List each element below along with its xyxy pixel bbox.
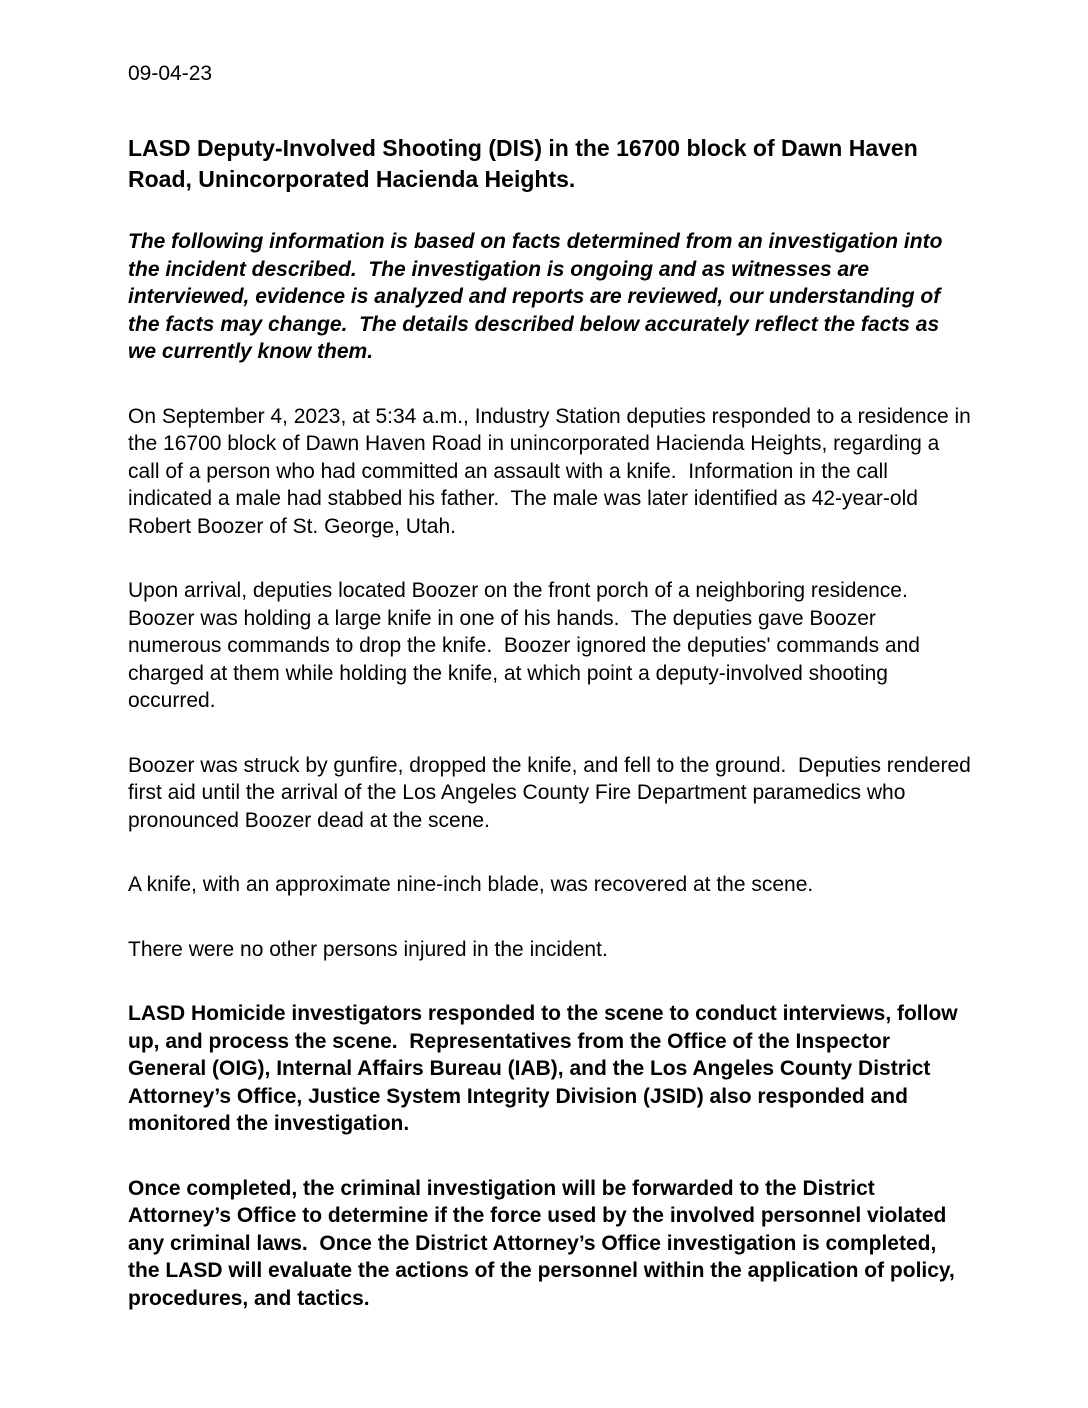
homicide-investigation-paragraph: LASD Homicide investigators responded to the scene to conduct interviews, follow up, and process the scene. Representatives from the Office of the Inspector General (OIG), Internal Affairs Bureau (IAB), and the Los Angeles County District Attorney’s Office, Justice System Integrity Division (JSID) also responded and monitored the investigation. <box>128 1002 964 1135</box>
no-other-injuries-paragraph: There were no other persons injured in the incident. <box>128 937 608 961</box>
criminal-investigation-paragraph: Once completed, the criminal investigation will be forwarded to the District Attorney’s Office to determine if the force used by the involved personnel violated any criminal laws. Once the District Attorney’s Office investigation is completed, the LASD will evaluate the actions of the personnel within the application of policy, procedures, and tactics. <box>128 1176 961 1310</box>
document-content <box>128 60 977 1312</box>
knife-recovered-paragraph: A knife, with an approximate nine-inch blade, was recovered at the scene. <box>128 873 814 896</box>
aftermath-paragraph: Boozer was struck by gunfire, dropped the knife, and fell to the ground. Deputies rendered first aid until the arrival of the Los Angeles County Fire Department paramedics who pronounced Boozer dead at the scene. <box>128 753 977 832</box>
document-title: LASD Deputy-Involved Shooting (DIS) in the 16700 block of Dawn Haven Road, Unincorporated Hacienda Heights. <box>128 135 925 192</box>
arrival-paragraph: Upon arrival, deputies located Boozer on the front porch of a neighboring residence. Boozer was holding a large knife in one of his hands. The deputies gave Boozer numerous commands to drop the knife. Boozer ignored the deputies' commands and charged at them while holding the knife, at which point a deputy-involved shooting occurred. <box>128 579 926 712</box>
disclaimer-paragraph: The following information is based on facts determined from an investigation into the incident described. The investigation is ongoing and as witnesses are interviewed, evidence is analyzed and reports are reviewed, our understanding of the facts may change. The details described below accurately reflect the facts as we currently know them. <box>128 230 949 363</box>
document-date: 09-04-23 <box>128 62 213 85</box>
incident-paragraph: On September 4, 2023, at 5:34 a.m., Industry Station deputies responded to a residence in the 16700 block of Dawn Haven Road in unincorporated Hacienda Heights, regarding a call of a person who had committed an assault with a knife. Information in the call indicated a male had stabbed his father. The male was later identified as 42-year-old Robert Boozer of St. George, Utah. <box>128 404 977 538</box>
